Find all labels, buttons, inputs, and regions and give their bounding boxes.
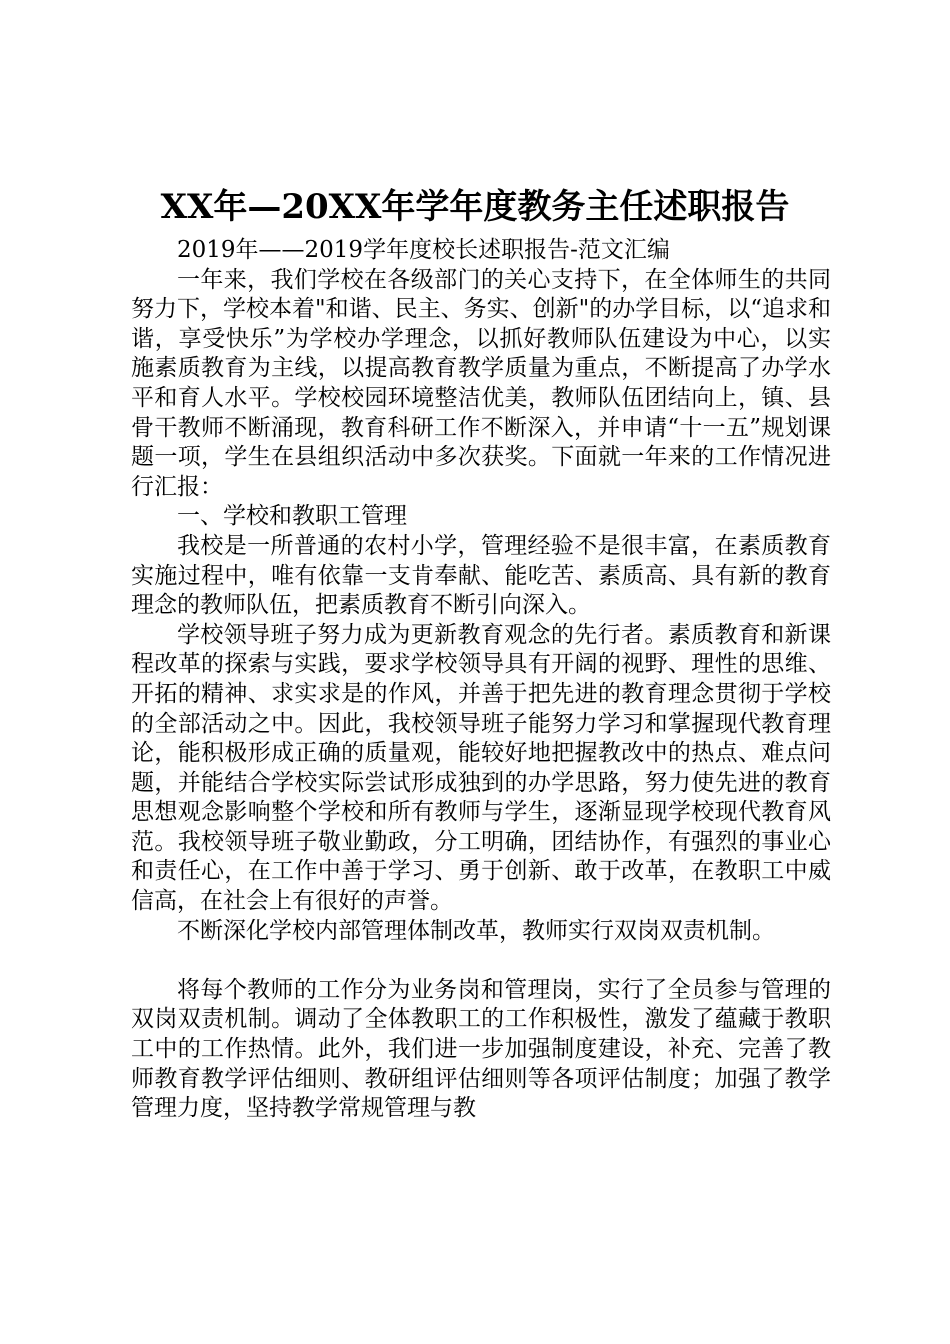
section-heading: 一、学校和教职工管理 bbox=[177, 503, 407, 530]
document-body bbox=[131, 236, 831, 1124]
paragraph-intro: 一年来，我们学校在各级部门的关心支持下，在全体师生的共同努力下，学校本着"和谐、民主、务实、创新"的办学目标，以“追求和谐，享受快乐”为学校办学理念，以抓好教师队伍建设为中心，以实施素质教育为主线，以提高教育教学质量为重点，不断提高了办学水平和育人水平。学校校园环境整洁优美，教师队伍团结向上，镇、县骨干教师不断涌现，教育科研工作不断深入，并申请“十一五”规划课题一项，学生在县组织活动中多次获奖。下面就一年来的工作情况进行汇报： bbox=[131, 266, 831, 500]
paragraph-reform: 不断深化学校内部管理体制改革，教师实行双岗双责机制。 bbox=[177, 917, 775, 944]
subtitle-line: 2019年——2019学年度校长述职报告-范文汇编 bbox=[177, 237, 670, 263]
paragraph-school: 我校是一所普通的农村小学，管理经验不是很丰富，在素质教育实施过程中，唯有依靠一支肯奉献、能吃苦、素质高、具有新的教育理念的教师队伍，把素质教育不断引向深入。 bbox=[131, 532, 831, 619]
paragraph-dual-post: 将每个教师的工作分为业务岗和管理岗，实行了全员参与管理的双岗双责机制。调动了全体教职工的工作积极性，激发了蕴藏于教职工中的工作热情。此外，我们进一步加强制度建设，补充、完善了教师教育教学评估细则、教研组评估细则等各项评估制度；加强了教学管理力度，坚持教学常规管理与教 bbox=[131, 976, 831, 1122]
document-title: XX年—20XX年学年度教务主任述职报告 bbox=[160, 187, 790, 227]
paragraph-leadership: 学校领导班子努力成为更新教育观念的先行者。素质教育和新课程改革的探索与实践，要求学校领导具有开阔的视野、理性的思维、开拓的精神、求实求是的作风，并善于把先进的教育理念贯彻于学校的全部活动之中。因此，我校领导班子能努力学习和掌握现代教育理论，能积极形成正确的质量观，能较好地把握教改中的热点、难点问题，并能结合学校实际尝试形成独到的办学思路，努力使先进的教育思想观念影响整个学校和所有教师与学生，逐渐显现学校现代教育风范。我校领导班子敬业勤政，分工明确，团结协作，有强烈的事业心和责任心，在工作中善于学习、勇于创新、敢于改革，在教职工中威信高，在社会上有很好的声誉。 bbox=[131, 621, 831, 915]
